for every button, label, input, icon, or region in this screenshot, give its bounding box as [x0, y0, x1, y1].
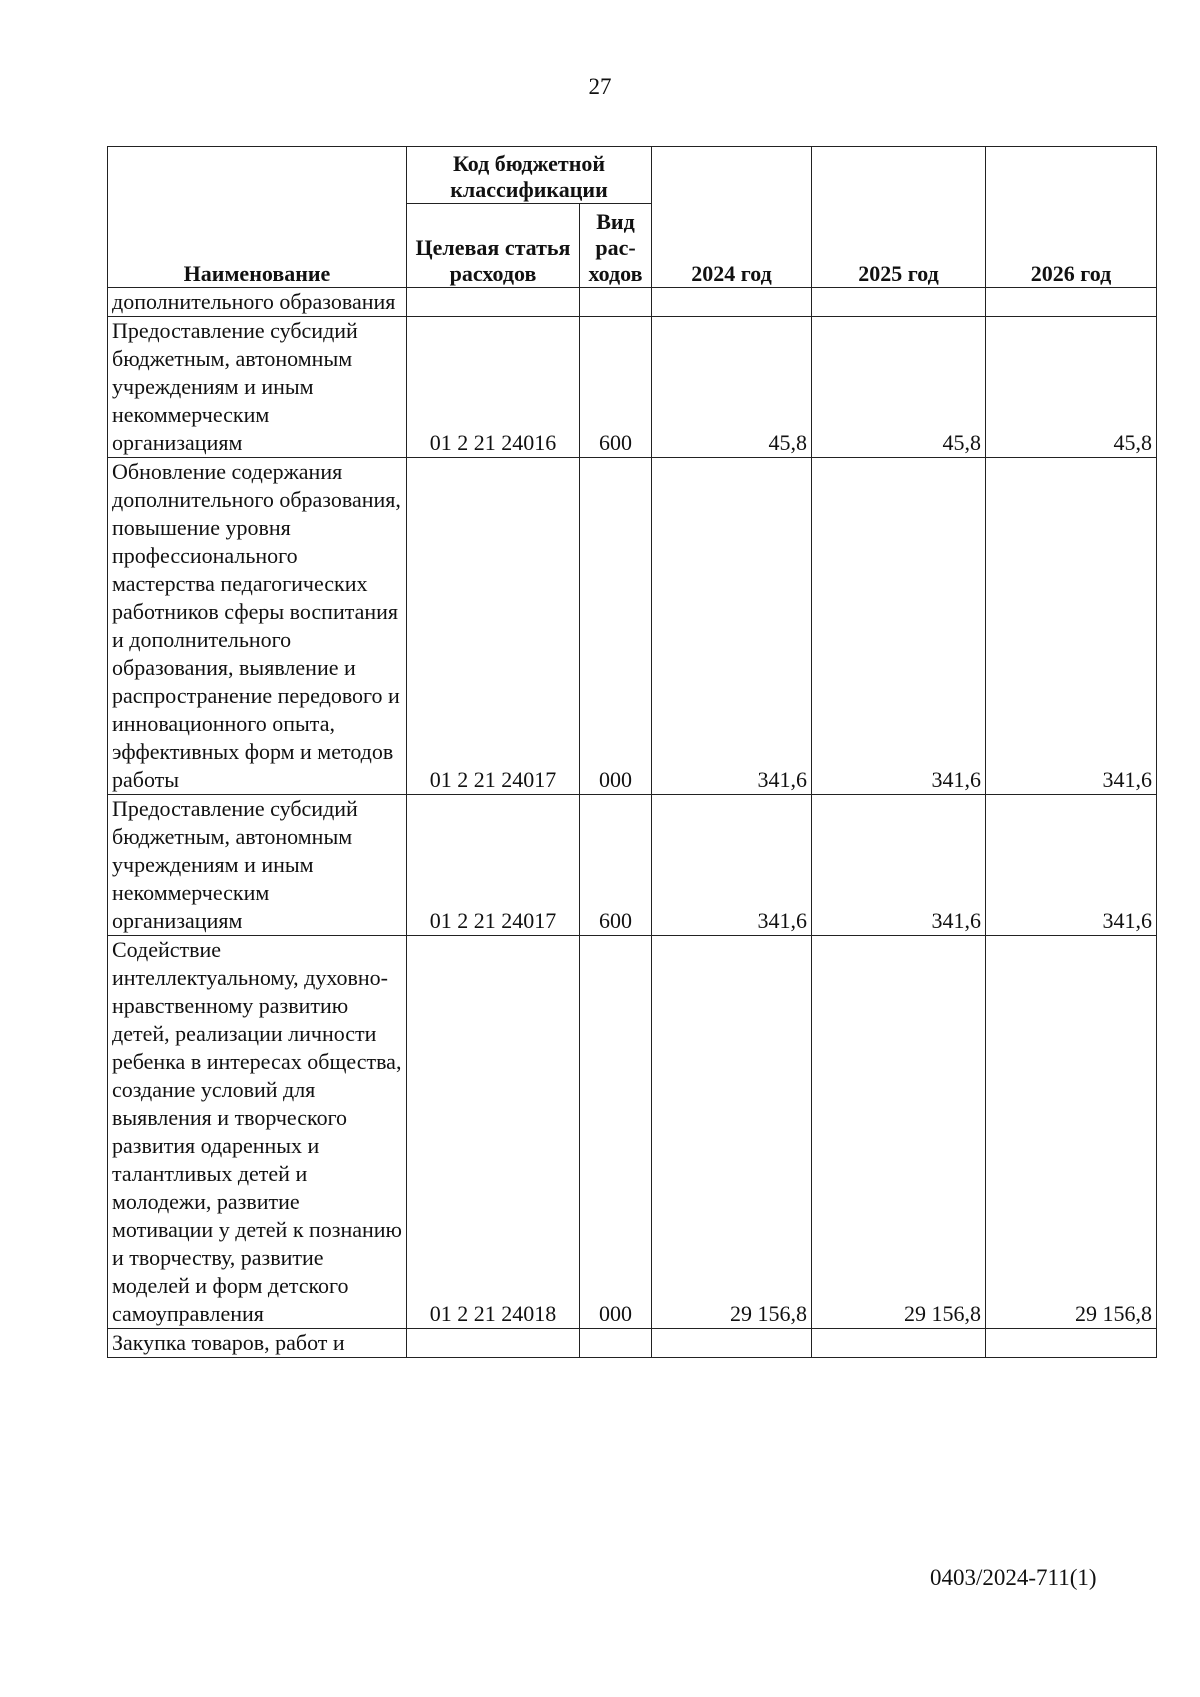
- row-2024: 45,8: [652, 317, 812, 458]
- row-name: Закупка товаров, работ и: [108, 1329, 407, 1358]
- row-2025: 29 156,8: [812, 936, 986, 1329]
- row-2025: [812, 288, 986, 317]
- row-name: Предоставление субсидий бюджетным, автономным учреждениям и иным некоммерческим организациям: [108, 795, 407, 936]
- row-2024: 341,6: [652, 458, 812, 795]
- table-row: [108, 795, 1157, 936]
- row-2026: 341,6: [986, 795, 1157, 936]
- row-2026: [986, 288, 1157, 317]
- header-name: Наименование: [108, 147, 407, 288]
- header-expense-type: Вид рас-ходов: [580, 204, 652, 288]
- row-code: 01 2 21 24017: [407, 458, 580, 795]
- row-vid: 600: [580, 317, 652, 458]
- table-row: [108, 936, 1157, 1329]
- header-code-group: Код бюджетной классификации: [407, 147, 652, 204]
- table-row: [108, 317, 1157, 458]
- row-code: [407, 288, 580, 317]
- row-name: Содействие интеллектуальному, духовно-нравственному развитию детей, реализации личности ребенка в интересах общества, создание условий для выявления и творческого развития одаренных и талантливых детей и молодежи, развитие мотивации у детей к познанию и творчеству, развитие моделей и форм детского самоуправления: [108, 936, 407, 1329]
- row-name: Обновление содержания дополнительного образования, повышение уровня профессионального мастерства педагогических работников сферы воспитания и дополнительного образования, выявление и распространение передового и инновационного опыта, эффективных форм и методов работы: [108, 458, 407, 795]
- row-2025: 341,6: [812, 795, 986, 936]
- row-code: 01 2 21 24017: [407, 795, 580, 936]
- page-number: 27: [588, 74, 612, 99]
- row-vid: [580, 288, 652, 317]
- row-vid: 600: [580, 795, 652, 936]
- row-2024: [652, 1329, 812, 1358]
- header-2026: 2026 год: [986, 147, 1157, 288]
- row-2025: [812, 1329, 986, 1358]
- row-vid: 000: [580, 936, 652, 1329]
- header-2025: 2025 год: [812, 147, 986, 288]
- table-row: [108, 288, 1157, 317]
- row-2026: 45,8: [986, 317, 1157, 458]
- row-code: 01 2 21 24016: [407, 317, 580, 458]
- row-vid: 000: [580, 458, 652, 795]
- row-2026: 341,6: [986, 458, 1157, 795]
- row-vid: [580, 1329, 652, 1358]
- table-row: [108, 1329, 1157, 1358]
- row-2025: 45,8: [812, 317, 986, 458]
- row-2026: [986, 1329, 1157, 1358]
- row-2024: 29 156,8: [652, 936, 812, 1329]
- row-name: Предоставление субсидий бюджетным, автономным учреждениям и иным некоммерческим организациям: [108, 317, 407, 458]
- row-2025: 341,6: [812, 458, 986, 795]
- row-2024: [652, 288, 812, 317]
- header-row-top: [108, 147, 1157, 204]
- document-code: 0403/2024-711(1): [930, 1565, 1097, 1590]
- row-name: дополнительного образования: [108, 288, 407, 317]
- table-row: [108, 458, 1157, 795]
- row-2026: 29 156,8: [986, 936, 1157, 1329]
- budget-table: [107, 146, 1157, 1358]
- header-target-article: Целевая статья расходов: [407, 204, 580, 288]
- row-code: 01 2 21 24018: [407, 936, 580, 1329]
- header-2024: 2024 год: [652, 147, 812, 288]
- row-code: [407, 1329, 580, 1358]
- row-2024: 341,6: [652, 795, 812, 936]
